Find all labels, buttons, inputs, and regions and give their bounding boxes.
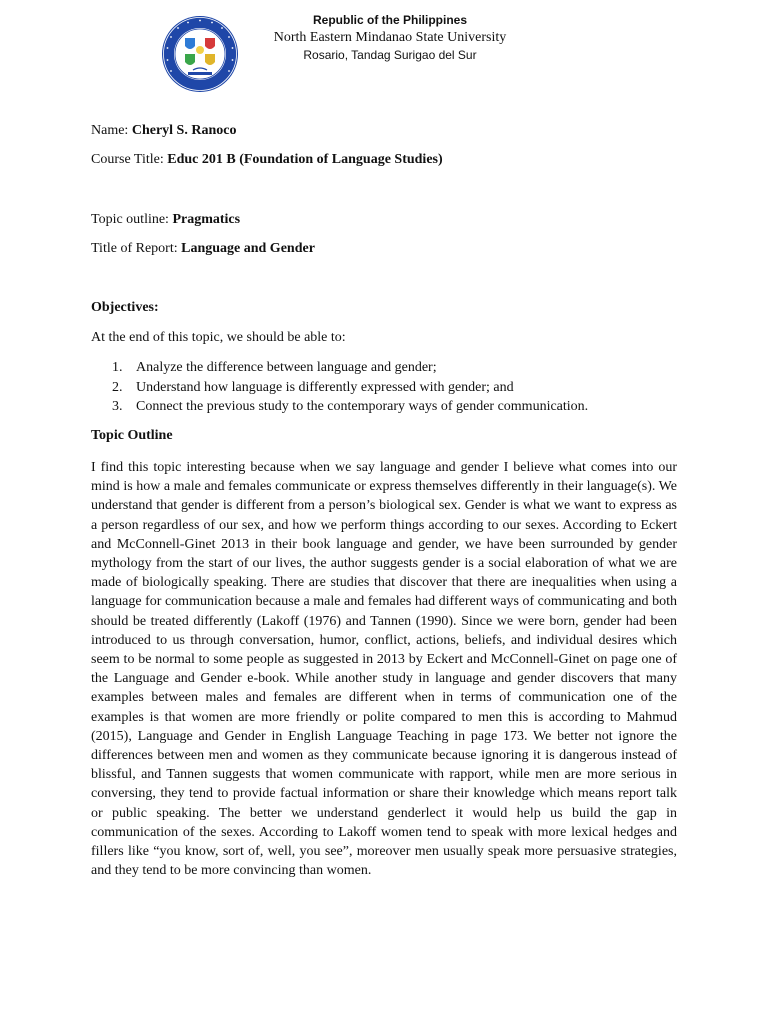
report-value: Language and Gender (181, 241, 315, 256)
course-label: Course Title: (91, 152, 168, 167)
objectives-intro: At the end of this topic, we should be able to: (91, 330, 346, 345)
topic-outline-heading: Topic Outline (91, 428, 173, 443)
list-item (112, 399, 588, 419)
list-text: Analyze the difference between language and gender; (136, 360, 437, 375)
objectives-list (112, 360, 588, 419)
topic-label: Topic outline: (91, 212, 173, 227)
report-label: Title of Report: (91, 241, 182, 256)
topic-value: Pragmatics (172, 212, 241, 227)
list-item (112, 360, 588, 380)
list-number: 3. (112, 399, 123, 414)
course-line (91, 152, 443, 168)
course-value: Educ 201 B (Foundation of Language Studies) (167, 152, 443, 167)
university-seal-logo (160, 14, 240, 94)
list-number: 1. (112, 360, 123, 375)
name-line (91, 123, 236, 139)
objectives-heading: Objectives: (91, 300, 159, 315)
list-item (112, 380, 588, 400)
header-location: Rosario, Tandag Surigao del Sur (303, 48, 477, 62)
name-label: Name: (91, 123, 132, 138)
header-university: North Eastern Mindanao State University (273, 30, 507, 45)
header-republic: Republic of the Philippines (312, 13, 467, 27)
topic-line (91, 212, 240, 228)
list-number: 2. (112, 379, 123, 395)
list-text: Understand how language is differently expressed with gender; and (136, 379, 514, 395)
topic-outline-body: I find this topic interesting because when we say language and gender I believe what comes into our mind is how a male and females communicate or express themselves differently in their language(s). We understand that gender is different from a person’s biological sex. Gender is what we want to express as a person regardless of our sex, and how we perform things according to our sexes. According to Eckert and McConnell-Ginet 2013 in their book language and gender, we have been surrounded by gender mythology from the start of our lives, the author suggests gender is a social elaboration of what we are made of biologically speaking. There are studies that discover that there are inequalities when using a language for communication because a male and females had different ways of communicating and both should be treated differently (Lakoff (1976) and Tannen (1990). Since we were born, gender had been introduced to us through conversation, humor, conflict, actions, beliefs, and individual desires which seem to be normal to some people as suggested in 2013 by Eckert and McConnell-Ginet on page one of the Language and Gender e-book. While another study in language and gender discovers that many examples between males and females are different when in terms of communication one of the examples is that women are more friendly or polite compared to men this is according to Mahmud (2015), Language and Gender in English Language Teaching in page 173. We better not ignore the differences between men and women as they communicate because ignoring it is dangerous instead of blissful, and Tannen suggests that women communicate with rapport, while men are more serious in conversing, they tend to provide factual information or share their knowledge which means report talk or public speaking. The better we understand genderlect it would help us build the gap in communication of the sexes. According to Lakoff women tend to speak with more lexical hedges and fillers like “you know, sort of, well, you see”, moreover men usually speak more persuasive strategies, and they tend to be more convincing than women. (91, 460, 677, 879)
name-value: Cheryl S. Ranoco (131, 123, 237, 138)
report-line (91, 241, 315, 257)
list-text: Connect the previous study to the contemporary ways of gender communication. (136, 399, 589, 414)
